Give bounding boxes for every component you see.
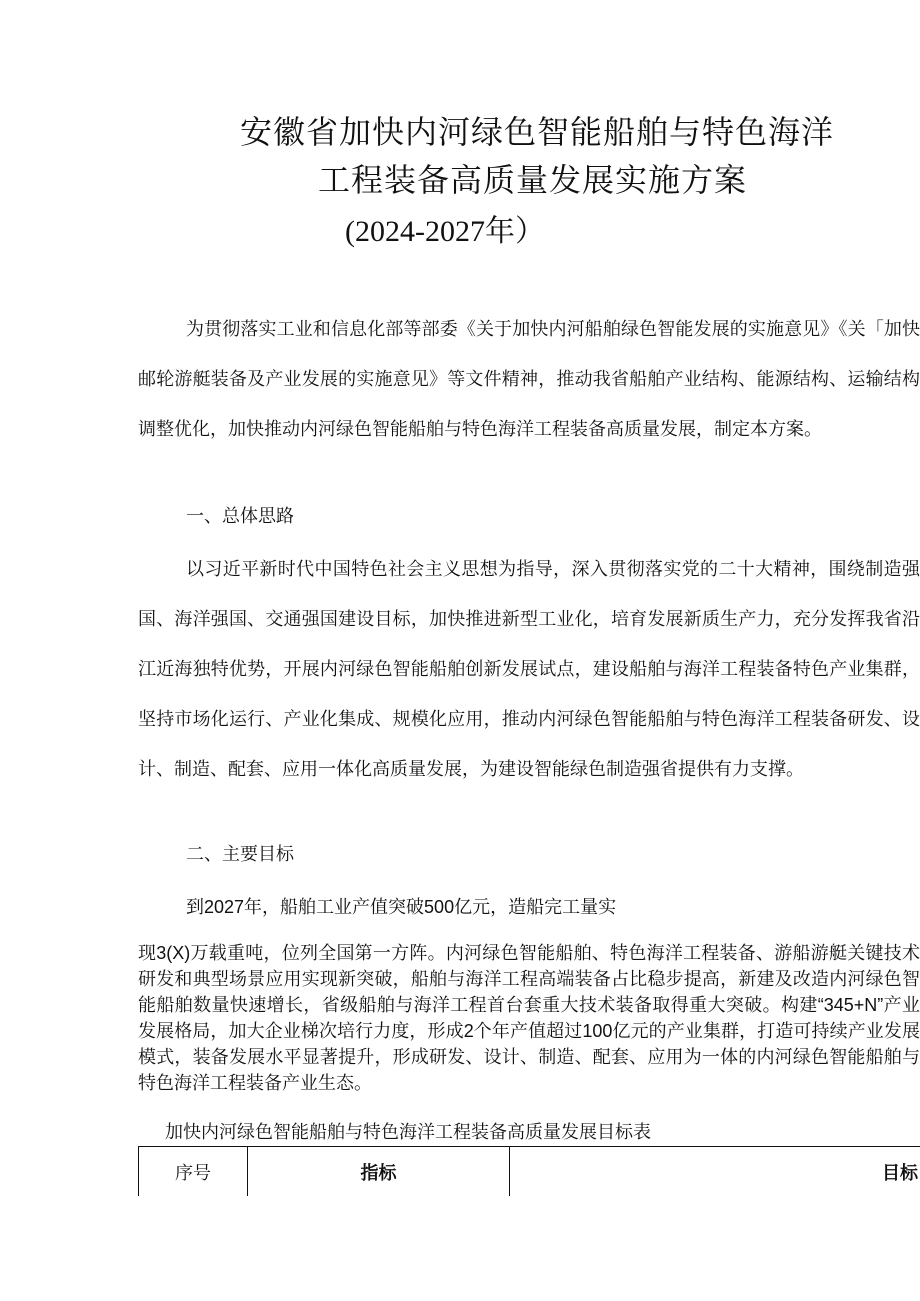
- section-2-first-line: 到2027年，船舶工业产值突破500亿元，造船完工量实: [186, 897, 617, 917]
- header-target: 目标: [510, 1147, 920, 1197]
- section-1-paragraph: [138, 545, 920, 795]
- table-caption: 加快内河绿色智能船舶与特色海洋工程装备高质量发展目标表: [165, 1122, 651, 1143]
- document-title-line-1: 安徽省加快内河绿色智能船舶与特色海洋: [240, 113, 835, 151]
- intro-text: 为贯彻落实工业和信息化部等部委《关于加快内河船舶绿色智能发展的实施意见》《关「加快邮轮游艇装备及产业发展的实施意见》等文件精神，推动我省船舶产业结构、能源结构、运输结构调整优化，加快推动内河绿色智能船舶与特色海洋工程装备高质量发展，制定本方案。: [138, 319, 920, 440]
- document-title-years: (2024-2027年）: [345, 215, 545, 248]
- section-1-heading: 一、总体思路: [186, 506, 294, 527]
- header-indicator: 指标: [248, 1147, 510, 1197]
- table-header-row: [139, 1147, 920, 1197]
- section-2-text: 现3(X)万载重吨，位列全国第一方阵。内河绿色智能船舶、特色海洋工程装备、游船游艇关键技术研发和典型场景应用实现新突破，船舶与海洋工程高端装备占比稳步提高，新建及改造内河绿色智能船舶数量快速增长，省级船舶与海洋工程首台套重大技术装备取得重大突破。构建“345+N”产业发展格局，加大企业梯次培行力度，形成2个年产值超过100亿元的产业集群，打造可持续产业发展模式，装备发展水平显著提升，形成研发、设计、制造、配套、应用为一体的内河绿色智能船舶与特色海洋工程装备产业生态。: [138, 943, 920, 1093]
- header-index: 序号: [139, 1147, 248, 1197]
- document-title-line-2: 工程装备高质量发展实施方案: [318, 161, 748, 199]
- section-2-heading: 二、主要目标: [186, 844, 294, 865]
- target-table: [138, 1146, 920, 1196]
- intro-paragraph: [138, 305, 920, 455]
- section-1-text: 以习近平新时代中国特色社会主义思想为指导，深入贯彻落实党的二十大精神，围绕制造强国、海洋强国、交通强国建设目标，加快推进新型工业化，培育发展新质生产力，充分发挥我省沿江近海独特优势，开展内河绿色智能船舶创新发展试点，建设船舶与海洋工程装备特色产业集群，坚持市场化运行、产业化集成、规模化应用，推动内河绿色智能船舶与特色海洋工程装备研发、设计、制造、配套、应用一体化高质量发展，为建设智能绿色制造强省提供有力支撑。: [138, 559, 920, 780]
